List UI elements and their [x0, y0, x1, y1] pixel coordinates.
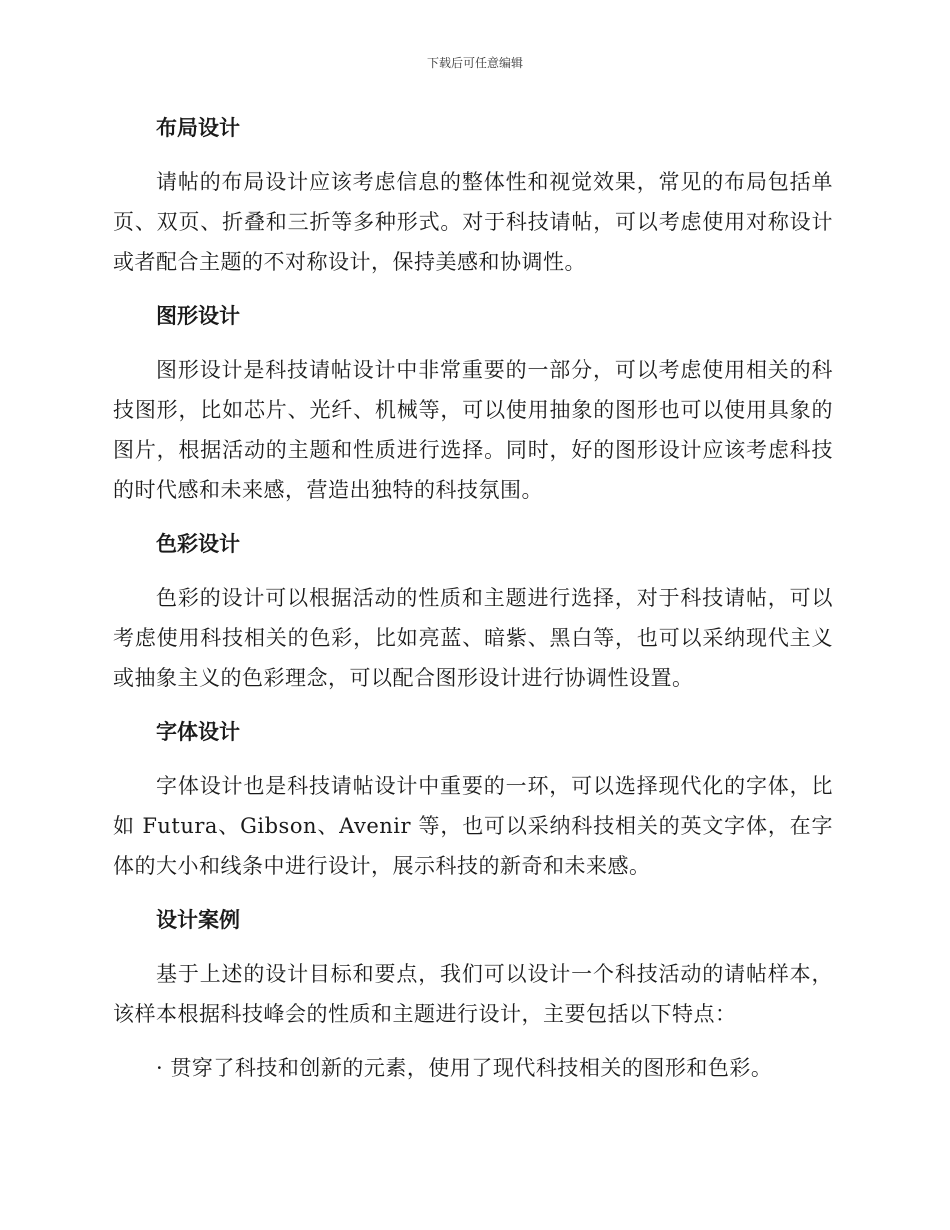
section-heading-case: 设计案例	[156, 908, 240, 932]
section-paragraph-font: 字体设计也是科技请帖设计中重要的一环，可以选择现代化的字体，比如 Futura、Gibson、Avenir 等，也可以采纳科技相关的英文字体，在字体的大小和线条中进行设计，展示科技的新奇和未来感。	[113, 774, 833, 878]
bullet-item: · 贯穿了科技和创新的元素，使用了现代科技相关的图形和色彩。	[156, 1056, 773, 1080]
section-paragraph-case: 基于上述的设计目标和要点，我们可以设计一个科技活动的请帖样本，该样本根据科技峰会的性质和主题进行设计，主要包括以下特点：	[113, 962, 833, 1026]
section-heading-font: 字体设计	[156, 720, 240, 744]
section-heading-graphics: 图形设计	[156, 304, 240, 328]
section-paragraph-layout: 请帖的布局设计应该考虑信息的整体性和视觉效果，常见的布局包括单页、双页、折叠和三折等多种形式。对于科技请帖，可以考虑使用对称设计或者配合主题的不对称设计，保持美感和协调性。	[113, 170, 833, 274]
page-header: 下载后可任意编辑	[426, 56, 523, 70]
section-paragraph-color: 色彩的设计可以根据活动的性质和主题进行选择，对于科技请帖，可以考虑使用科技相关的色彩，比如亮蓝、暗紫、黑白等，也可以采纳现代主义或抽象主义的色彩理念，可以配合图形设计进行协调性设置。	[113, 586, 833, 690]
document-body	[113, 108, 833, 1088]
section-heading-layout: 布局设计	[156, 116, 240, 140]
section-paragraph-graphics: 图形设计是科技请帖设计中非常重要的一部分，可以考虑使用相关的科技图形，比如芯片、光纤、机械等，可以使用抽象的图形也可以使用具象的图片，根据活动的主题和性质进行选择。同时，好的图形设计应该考虑科技的时代感和未来感，营造出独特的科技氛围。	[113, 358, 833, 502]
section-heading-color: 色彩设计	[156, 532, 240, 556]
